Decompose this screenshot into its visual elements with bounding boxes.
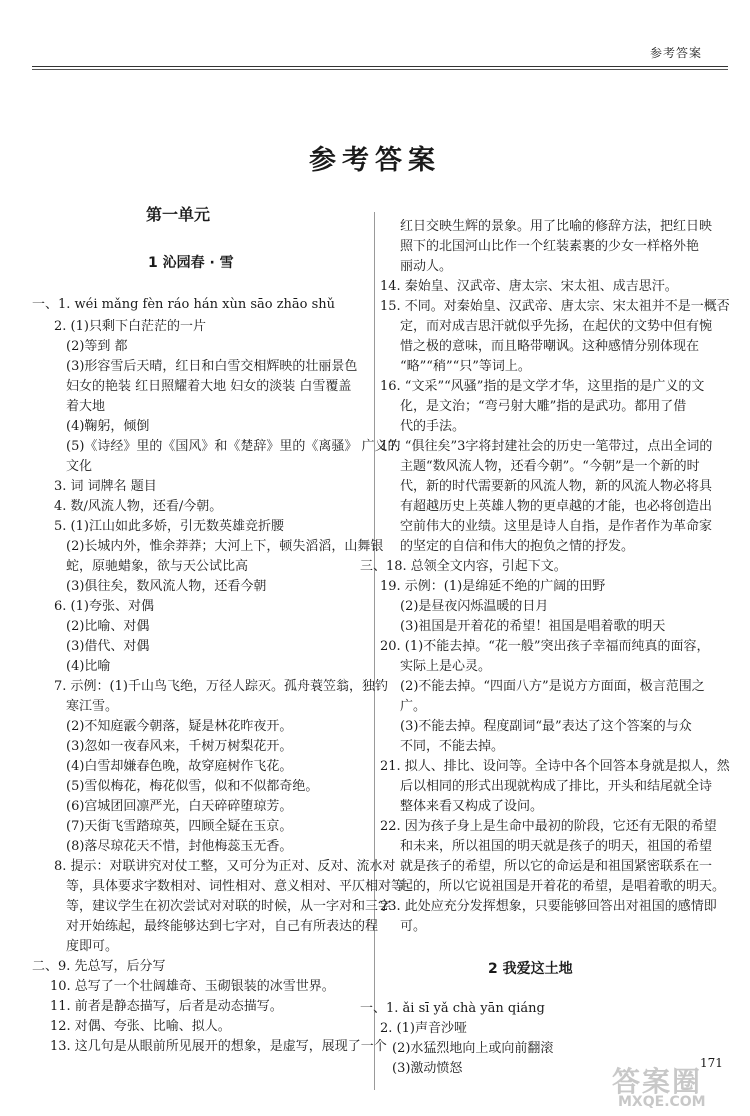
answer-line: 化，是文治；“弯弓射大雕”指的是武功。都用了借 (400, 399, 687, 414)
answer-line: (5)《诗经》里的《国风》和《楚辞》里的《离骚》 广义的 (66, 439, 401, 454)
answer-line: 三、18. 总领全文内容，引起下文。 (360, 559, 567, 574)
answer-line: 一、1. ǎi sī yǎ chà yān qiáng (360, 1001, 545, 1016)
lesson-heading: 2 我爱这土地 (488, 961, 573, 977)
answer-line: (2)长城内外，惟余莽莽；大河上下，顿失滔滔，山舞银 (66, 539, 384, 554)
answer-line: 21. 拟人、排比、设问等。全诗中各个回答本身就是拟人，然 (380, 759, 730, 774)
answer-line: (3)形容雪后天晴，红日和白雪交相辉映的壮丽景色 (66, 359, 358, 374)
answer-line: “略”“稍”“只”等词上。 (400, 359, 531, 374)
answer-line: (2)水猛烈地向上或向前翻滚 (392, 1041, 554, 1056)
answer-line: 主题“数风流人物，还看今朝”。“今朝”是一个新的时 (400, 459, 700, 474)
answer-line: 整体来看又构成了设问。 (400, 799, 544, 814)
answer-line: (3)激动愤怒 (392, 1061, 463, 1076)
answer-line: (3)祖国是开着花的希望！祖国是唱着歌的明天 (400, 619, 666, 634)
answer-line: (8)落尽琼花天不惜，封他梅蕊玉无香。 (66, 839, 293, 854)
answer-line: 起的，所以它说祖国是开着花的希望，是唱着歌的明天。 (400, 879, 726, 894)
answer-line: 7. 示例：(1)千山鸟飞绝，万径人踪灭。孤舟蓑笠翁，独钓 (54, 679, 388, 694)
watermark-text: 答案圈 (612, 1065, 703, 1098)
answer-line: 10. 总写了一个壮阔雄奇、玉砌银装的冰雪世界。 (50, 979, 335, 994)
lesson-heading: 1 沁园春 · 雪 (148, 255, 234, 271)
answer-line: 二、9. 先总写，后分写 (32, 959, 166, 974)
answer-line: 和未来，所以祖国的明天就是孩子的明天，祖国的希望 (400, 839, 713, 854)
answer-line: (2)是昼夜闪烁温暖的日月 (400, 599, 549, 614)
answer-line: (3)不能去掉。程度副词“最”表达了这个答案的与众 (400, 719, 692, 734)
answer-line: (2)不知庭霰今朝落，疑是林花昨夜开。 (66, 719, 293, 734)
answer-line: 20. (1)不能去掉。“花一般”突出孩子幸福而纯真的面容， (380, 639, 710, 654)
answer-line: 后以相同的形式出现就构成了排比，开头和结尾就全诗 (400, 779, 713, 794)
answer-line: 6. (1)夸张、对偶 (54, 599, 154, 614)
answer-line: 22. 因为孩子身上是生命中最初的阶段，它还有无限的希望 (380, 819, 717, 834)
answer-line: 就是孩子的希望，所以它的命运是和祖国紧密联系在一 (400, 859, 713, 874)
answer-line: 2. (1)只剩下白茫茫的一片 (54, 319, 206, 334)
answer-line: (6)宫城团回凛严光，白天碎碎堕琼芳。 (66, 799, 293, 814)
answer-line: (3)借代、对偶 (66, 639, 150, 654)
answer-line: (2)不能去掉。“四面八方”是说方方面面，极言范围之 (400, 679, 705, 694)
answer-line: 14. 秦始皇、汉武帝、唐太宗、宋太祖、成吉思汗。 (380, 279, 678, 294)
answer-line: 15. 不同。对秦始皇、汉武帝、唐太宗、宋太祖并不是一概否 (380, 299, 730, 314)
answer-line: 着大地 (66, 399, 106, 414)
answer-line: 对开始练起，最终能够达到七字对，自己有所表达的程 (66, 919, 379, 934)
page-number: 171 (700, 1056, 723, 1070)
answer-line: 的坚定的自信和伟大的抱负之情的抒发。 (400, 539, 635, 554)
running-header: 参考答案 (649, 46, 702, 60)
answer-line: 蛇，原驰蜡象，欲与天公试比高 (66, 559, 249, 574)
header-rule (32, 66, 728, 67)
answer-line: 定，而对成吉思汗就似乎先扬，在起伏的文势中但有惋 (400, 319, 713, 334)
column-divider (374, 212, 375, 1090)
answer-line: (3)忽如一夜春风来，千树万树梨花开。 (66, 739, 293, 754)
answer-line: 4. 数/风流人物，还看/今朝。 (54, 499, 223, 514)
answer-line: 有超越历史上英雄人物的更卓越的才能，也必将创造出 (400, 499, 713, 514)
answer-line: 红日交映生辉的景象。用了比喻的修辞方法，把红日映 (400, 219, 713, 234)
answer-line: 16. “文采”“风骚”指的是文学才华，这里指的是广义的文 (380, 379, 705, 394)
answer-line: 不同，不能去掉。 (400, 739, 505, 754)
answer-line: 度即可。 (66, 939, 119, 954)
answer-line: 等，建议学生在初次尝试对对联的时候，从一字对和三字 (66, 899, 392, 914)
answer-line: 文化 (66, 459, 93, 474)
answer-line: 8. 提示：对联讲究对仗工整，又可分为正对、反对、流水对 (54, 859, 396, 874)
answer-line: (3)俱往矣，数风流人物，还看今朝 (66, 579, 267, 594)
page-title: 参考答案 (309, 145, 441, 176)
answer-line: (7)天街飞雪踏琼英，四顾全疑在玉京。 (66, 819, 293, 834)
answer-line: (4)白雪却嫌春色晚，故穿庭树作飞花。 (66, 759, 293, 774)
answer-line: 丽动人。 (400, 259, 453, 274)
answer-line: 13. 这几句是从眼前所见展开的想象，是虚写，展现了一个 (50, 1039, 387, 1054)
answer-line: 11. 前者是静态描写，后者是动态描写。 (50, 999, 283, 1014)
answer-line: 照下的北国河山比作一个红装素裹的少女一样格外艳 (400, 239, 700, 254)
answer-line: 3. 词 词牌名 题目 (54, 479, 157, 494)
answer-line: 寒江雪。 (66, 699, 119, 714)
answer-line: 空前伟大的业绩。这里是诗人自指，是作者作为革命家 (400, 519, 713, 534)
unit-heading: 第一单元 (146, 205, 211, 224)
answer-line: (4)鞠躬，倾倒 (66, 419, 150, 434)
answer-line: 一、1. wéi mǎng fèn ráo hán xùn sāo zhāo shǔ (32, 297, 336, 312)
answer-line: 妇女的艳装 红日照耀着大地 妇女的淡装 白雪覆盖 (66, 379, 352, 394)
answer-line: 广。 (400, 699, 427, 714)
answer-line: 代，新的时代需要新的风流人物，新的风流人物必将具 (400, 479, 713, 494)
answer-line: 5. (1)江山如此多娇，引无数英雄竞折腰 (54, 519, 284, 534)
answer-line: 可。 (400, 919, 427, 934)
answer-line: 等，具体要求字数相对、词性相对、意义相对、平仄相对等 (66, 879, 405, 894)
answer-line: 实际上是心灵。 (400, 659, 492, 674)
answer-line: 2. (1)声音沙哑 (380, 1021, 467, 1036)
answer-line: (2)比喻、对偶 (66, 619, 150, 634)
answer-line: 惜之极的意味，而且略带嘲讽。这种感情分别体现在 (400, 339, 700, 354)
watermark-logo (612, 1060, 740, 1110)
answer-line: 23. 此处应充分发挥想象，只要能够回答出对祖国的感情即 (380, 899, 717, 914)
header-rule-thin (32, 69, 728, 70)
watermark-domain: MXQE.COM (618, 1094, 706, 1110)
answer-line: 19. 示例：(1)是绵延不绝的广阔的田野 (380, 579, 606, 594)
answer-line: 17. “俱往矣”3字将封建社会的历史一笔带过，点出全词的 (380, 439, 713, 454)
answer-line: (4)比喻 (66, 659, 111, 674)
answer-line: (5)雪似梅花，梅花似雪，似和不似都奇绝。 (66, 779, 319, 794)
answer-line: (2)等到 都 (66, 339, 128, 354)
answer-line: 12. 对偶、夸张、比喻、拟人。 (50, 1019, 231, 1034)
answer-line: 代的手法。 (400, 419, 466, 434)
